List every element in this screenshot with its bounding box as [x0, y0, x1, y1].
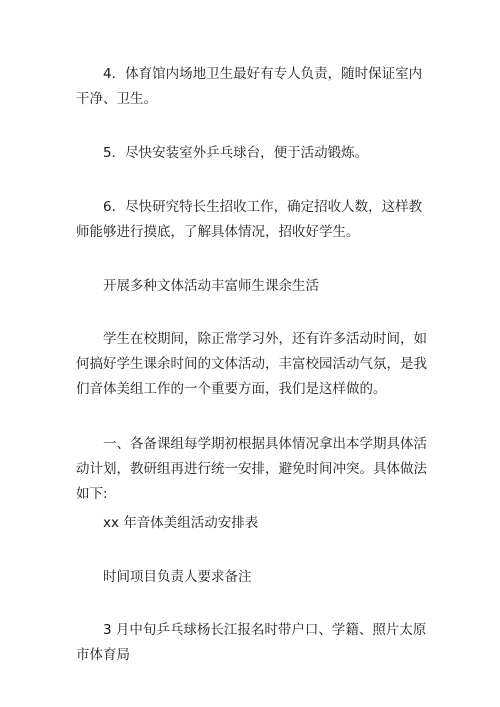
section-heading: 开展多种文体活动丰富师生课余生活: [103, 278, 319, 294]
table-row: 3 月中旬乒乓球杨长江报名时带户口、学籍、照片太原市体育局: [76, 622, 427, 663]
paragraph-item-6: 6．尽快研究特长生招收工作，确定招收人数，这样教师能够进行摸底，了解具体情况，招收好学生。: [76, 199, 423, 240]
table-title: xx 年音体美组活动安排表: [103, 515, 259, 531]
paragraph-item-5: 5．尽快安装室外乒乓球台，便于活动锻炼。: [103, 145, 369, 161]
paragraph-intro: 学生在校期间，除正常学习外，还有许多活动时间，如何搞好学生课余时间的文体活动，丰富校园活动气氛，是我们音体美组工作的一个重要方面，我们是这样做的。: [76, 331, 427, 397]
table-header: 时间项目负责人要求备注: [103, 569, 252, 585]
paragraph-plan: 一、各备课组每学期初根据具体情况拿出本学期具体活动计划，教研组再进行统一安排，避免时间冲突。具体做法如下:: [76, 436, 427, 502]
paragraph-item-4: 4．体育馆内场地卫生最好有专人负责，随时保证室内干净、卫生。: [76, 66, 423, 107]
